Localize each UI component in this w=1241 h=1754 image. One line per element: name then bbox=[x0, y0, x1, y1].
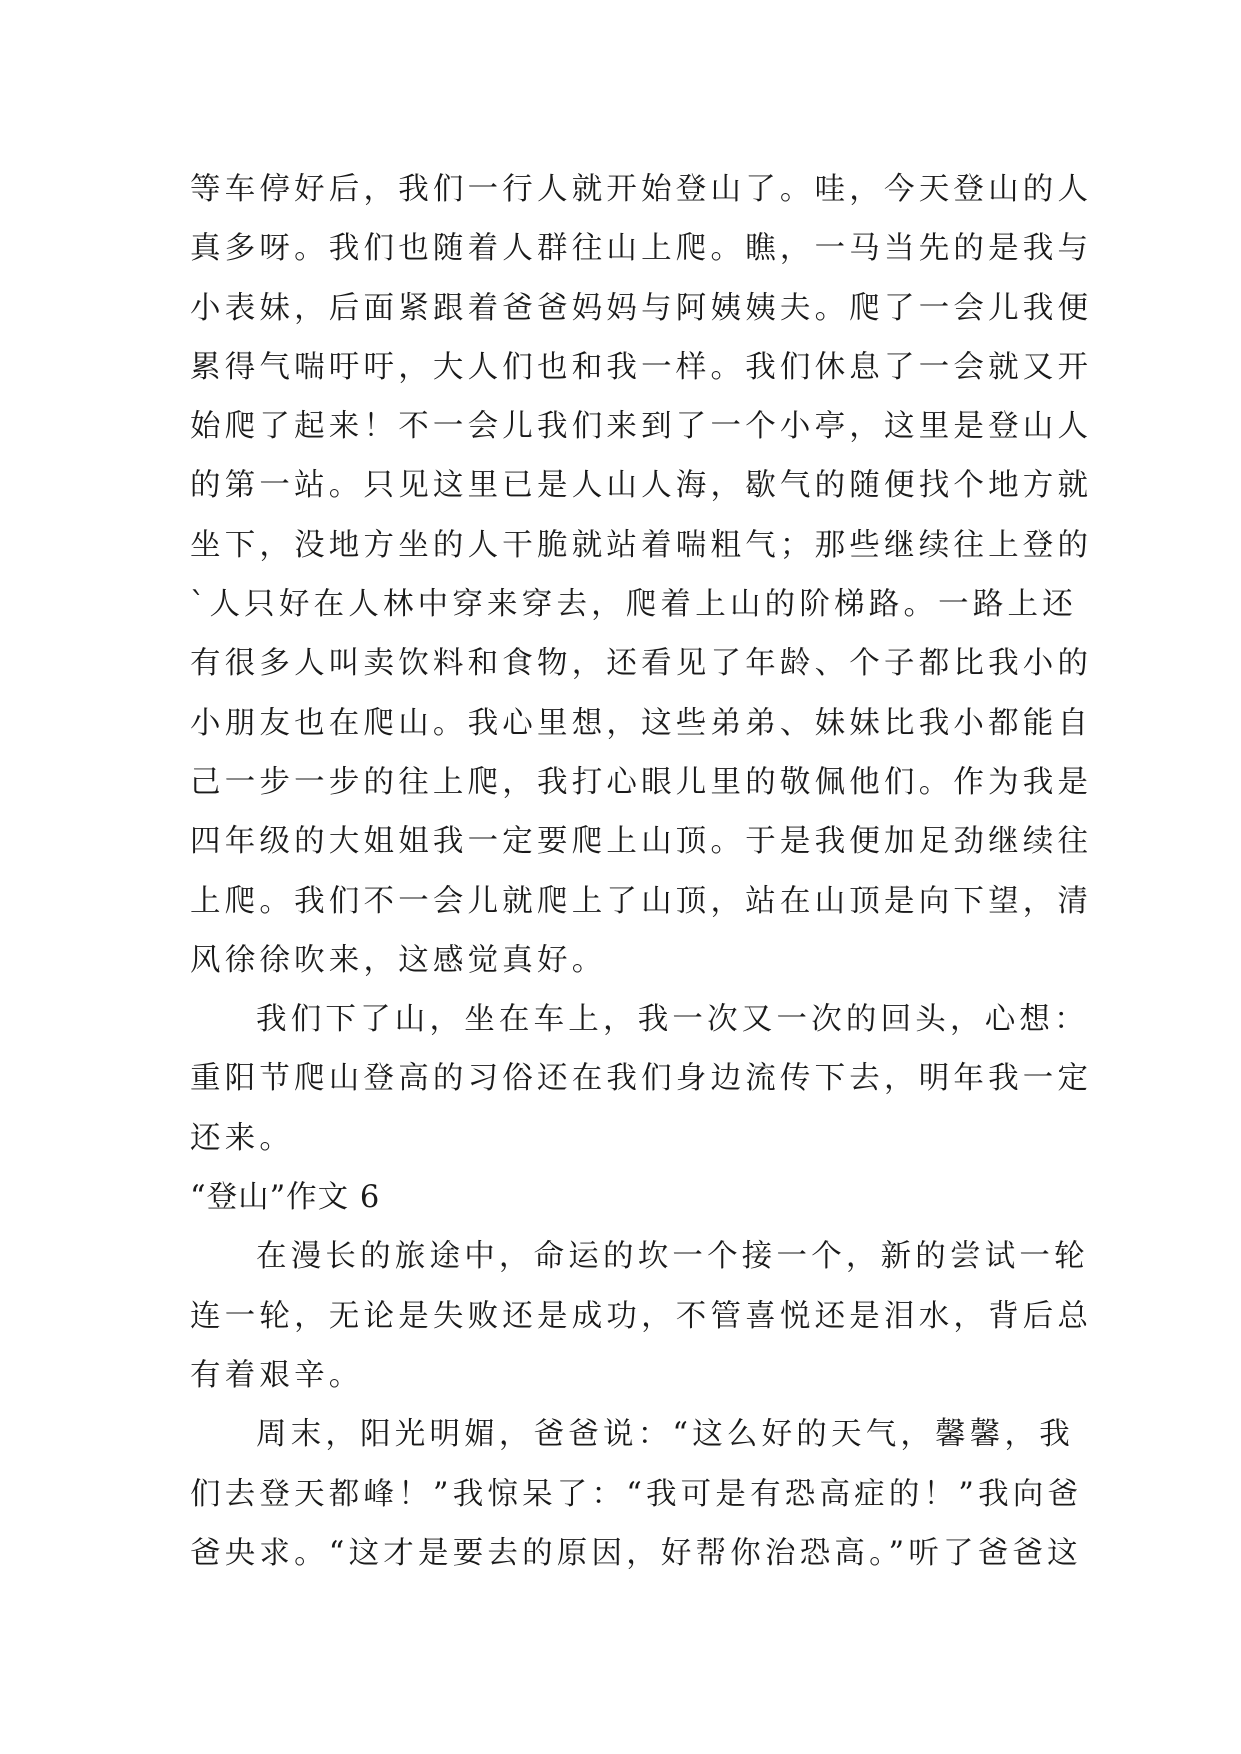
text-line: 连一轮，无论是失败还是成功，不管喜悦还是泪水，背后总 bbox=[190, 1298, 1093, 1334]
text-line: `人只好在人林中穿来穿去，爬着上山的阶梯路。一路上还 bbox=[190, 587, 1077, 623]
text-line: 我们下了山，坐在车上，我一次又一次的回头，心想： bbox=[256, 1002, 1089, 1038]
text-line: 上爬。我们不一会儿就爬上了山顶，站在山顶是向下望，清 bbox=[190, 883, 1093, 919]
text-line: 始爬了起来！不一会儿我们来到了一个小亭，这里是登山人 bbox=[190, 409, 1093, 445]
text-line: 等车停好后，我们一行人就开始登山了。哇，今天登山的人 bbox=[190, 172, 1093, 207]
paragraph-1 bbox=[190, 160, 1093, 990]
section-title: “登山”作文 6 bbox=[190, 1180, 381, 1216]
paragraph-4 bbox=[190, 1405, 1083, 1583]
text-line: 还来。 bbox=[190, 1120, 295, 1156]
text-line: 们去登天都峰！”我惊呆了：“我可是有恐高症的！”我向爸 bbox=[190, 1476, 1083, 1512]
text-line: 在漫长的旅途中，命运的坎一个接一个，新的尝试一轮 bbox=[256, 1239, 1089, 1275]
text-line: 爸央求。“这才是要去的原因，好帮你治恐高。”听了爸爸这 bbox=[190, 1535, 1082, 1571]
paragraph-3 bbox=[190, 1227, 1093, 1405]
text-line: 有很多人叫卖饮料和食物，还看见了年龄、个子都比我小的 bbox=[190, 646, 1093, 682]
text-line: 重阳节爬山登高的习俗还在我们身边流传下去，明年我一定 bbox=[190, 1061, 1093, 1097]
text-line: 小朋友也在爬山。我心里想，这些弟弟、妹妹比我小都能自 bbox=[190, 705, 1093, 741]
text-line: 小表妹，后面紧跟着爸爸妈妈与阿姨姨夫。爬了一会儿我便 bbox=[190, 290, 1093, 326]
text-line: 己一步一步的往上爬，我打心眼儿里的敬佩他们。作为我是 bbox=[190, 764, 1093, 800]
text-line: 累得气喘吁吁，大人们也和我一样。我们休息了一会就又开 bbox=[190, 349, 1093, 385]
paragraph-2 bbox=[190, 990, 1093, 1168]
text-line: 有着艰辛。 bbox=[190, 1357, 364, 1393]
text-line: 周末，阳光明媚，爸爸说：“这么好的天气，馨馨，我 bbox=[256, 1417, 1074, 1453]
text-line: 四年级的大姐姐我一定要爬上山顶。于是我便加足劲继续往 bbox=[190, 824, 1093, 860]
text-line: 风徐徐吹来，这感觉真好。 bbox=[190, 942, 607, 978]
essay-body bbox=[190, 160, 1093, 1583]
text-line: 的第一站。只见这里已是人山人海，歇气的随便找个地方就 bbox=[190, 468, 1093, 504]
text-line: 真多呀。我们也随着人群往山上爬。瞧，一马当先的是我与 bbox=[190, 231, 1093, 267]
text-line: 坐下，没地方坐的人干脆就站着喘粗气；那些继续往上登的 bbox=[190, 527, 1093, 563]
